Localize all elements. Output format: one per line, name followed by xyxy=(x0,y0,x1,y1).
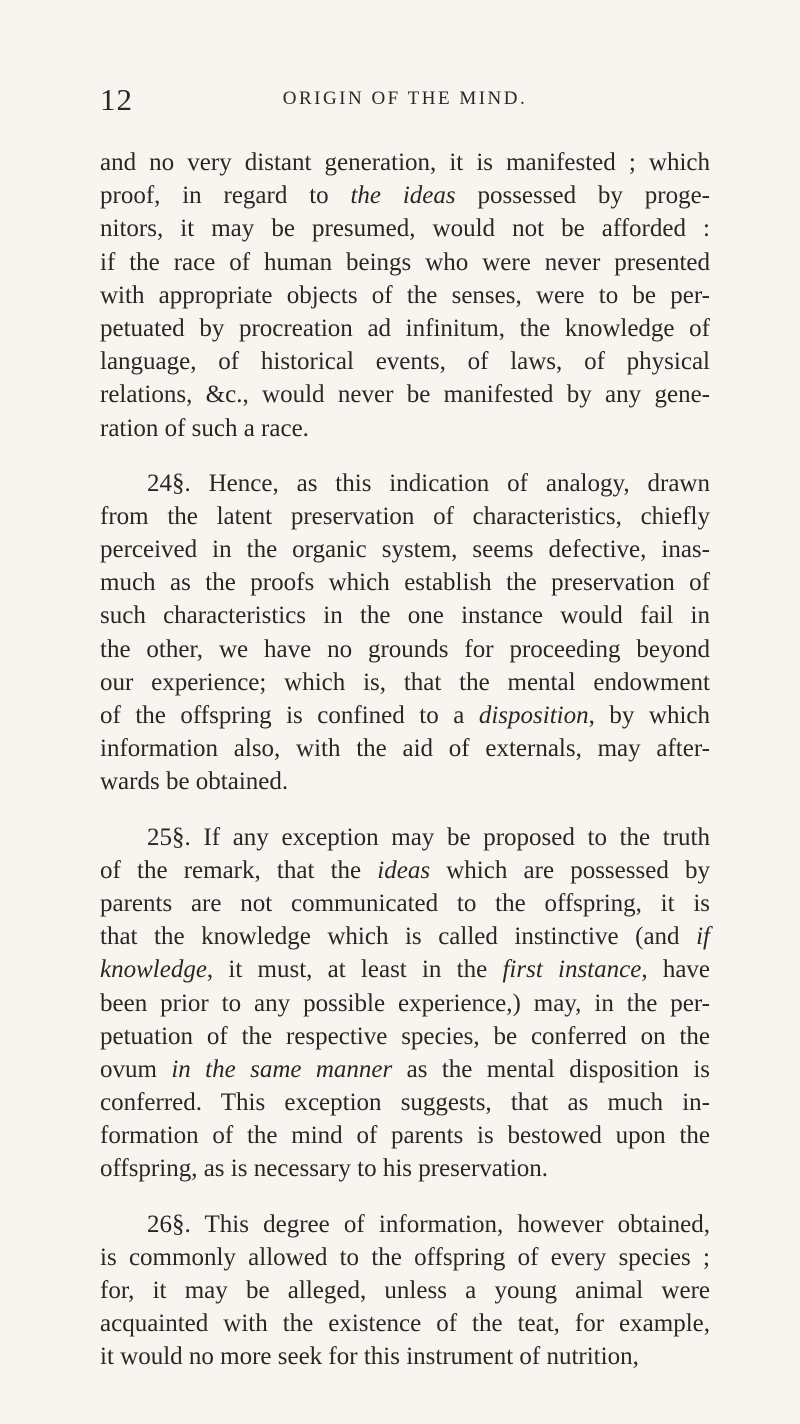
paragraph xyxy=(100,146,710,445)
text-segment: is commonly allowed to the offspring of every species ; xyxy=(100,1243,710,1271)
body-text xyxy=(100,146,710,1374)
text-line xyxy=(100,467,710,500)
page-header xyxy=(100,82,710,122)
text-segment: if the race of human beings who were never presented xyxy=(100,248,710,276)
text-segment: offspring, as is necessary to his preservation. xyxy=(100,1155,549,1183)
italic-text: ideas xyxy=(377,856,431,884)
text-segment: petuation of the respective species, be conferred on the xyxy=(100,1022,710,1050)
text-line xyxy=(100,345,710,378)
italic-text: in the same manner xyxy=(171,1055,393,1083)
text-line xyxy=(100,279,710,312)
text-line xyxy=(100,1241,710,1274)
paragraph xyxy=(100,467,710,799)
text-segment: acquainted with the existence of the teat, for example, xyxy=(100,1310,710,1338)
paragraph-gap xyxy=(100,1186,710,1208)
text-line xyxy=(100,146,710,179)
text-line xyxy=(100,1053,710,1086)
text-line xyxy=(100,212,710,245)
running-head: ORIGIN OF THE MIND. xyxy=(282,88,528,109)
text-line xyxy=(100,821,710,854)
paragraph xyxy=(100,1208,710,1374)
text-segment: it would no more seek for this instrument of nutrition, xyxy=(100,1343,639,1371)
text-segment: conferred. This exception suggests, that as much in- xyxy=(100,1089,710,1117)
text-segment: that the knowledge which is called instinctive (and xyxy=(100,923,697,951)
italic-text: knowledge xyxy=(100,956,207,984)
paragraph xyxy=(100,821,710,1186)
text-line xyxy=(100,987,710,1020)
text-line xyxy=(100,533,710,566)
text-segment: information also, with the aid of externals, may after- xyxy=(100,735,710,763)
text-line xyxy=(100,1086,710,1119)
text-line xyxy=(100,732,710,765)
text-segment: formation of the mind of parents is bestowed upon the xyxy=(100,1122,710,1150)
page-number: 12 xyxy=(100,82,133,117)
text-line xyxy=(100,1307,710,1340)
text-segment: proof, in regard to xyxy=(100,182,351,210)
italic-text: the ideas xyxy=(350,182,456,210)
text-segment: perceived in the organic system, seems defective, inas- xyxy=(100,536,710,564)
text-segment: wards be obtained. xyxy=(100,768,289,796)
text-line xyxy=(100,953,710,986)
italic-text: disposition xyxy=(478,702,589,729)
italic-text: if xyxy=(696,923,710,951)
text-line xyxy=(100,1340,710,1373)
text-line xyxy=(100,412,710,445)
text-line xyxy=(100,854,710,887)
text-line xyxy=(100,378,710,411)
text-segment: language, of historical events, of laws, of physical xyxy=(100,348,710,376)
text-segment: , by which xyxy=(588,702,710,729)
text-line xyxy=(100,312,710,345)
text-segment: from the latent preservation of characteristics, chiefly xyxy=(100,502,710,530)
text-segment: much as the proofs which establish the preservation of xyxy=(100,569,710,597)
text-segment: of the remark, that the xyxy=(100,856,378,884)
text-segment: for, it may be alleged, unless a young animal were xyxy=(100,1277,710,1304)
text-segment: been prior to any possible experience,) may, in the per- xyxy=(100,989,710,1017)
text-segment: our experience; which is, that the mental endowment xyxy=(100,668,710,696)
text-segment: such characteristics in the one instance would fail in xyxy=(100,602,710,630)
text-line xyxy=(100,599,710,632)
text-segment: nitors, it may be presumed, would not be afforded : xyxy=(100,215,710,243)
text-line xyxy=(100,1152,710,1185)
text-line xyxy=(100,666,710,699)
text-line xyxy=(100,179,710,212)
text-segment: which are possessed by xyxy=(430,856,710,884)
text-segment: of the offspring is confined to a xyxy=(100,702,479,729)
text-segment: 26§. This degree of information, however obtained, xyxy=(147,1210,710,1238)
text-segment: and no very distant generation, it is manifested ; which xyxy=(100,149,710,176)
text-segment: petuated by procreation ad infinitum, the knowledge of xyxy=(100,314,710,342)
text-segment: 24§. Hence, as this indication of analogy, drawn xyxy=(147,469,710,497)
text-line xyxy=(100,566,710,599)
text-segment: , it must, at least in the xyxy=(206,956,503,984)
text-line xyxy=(100,1020,710,1053)
text-segment: ovum xyxy=(100,1055,172,1083)
text-segment: ration of such a race. xyxy=(100,414,309,442)
text-line xyxy=(100,500,710,533)
text-line xyxy=(100,765,710,798)
text-line xyxy=(100,887,710,920)
text-segment: possessed by proge- xyxy=(455,182,710,210)
text-line xyxy=(100,1208,710,1241)
italic-text: first instance xyxy=(502,956,642,984)
text-segment: the other, we have no grounds for proceeding beyond xyxy=(100,635,710,663)
text-line xyxy=(100,633,710,666)
text-line xyxy=(100,1274,710,1307)
text-segment: 25§. If any exception may be proposed to the truth xyxy=(147,823,710,851)
text-line xyxy=(100,1119,710,1152)
text-segment: as the mental disposition is xyxy=(392,1055,710,1083)
text-segment: relations, &c., would never be manifested by any gene- xyxy=(100,381,710,409)
text-line xyxy=(100,920,710,953)
text-segment: parents are not communicated to the offspring, it is xyxy=(100,889,710,917)
text-segment: with appropriate objects of the senses, were to be per- xyxy=(100,281,710,309)
paragraph-gap xyxy=(100,445,710,467)
text-line xyxy=(100,246,710,279)
text-segment: , have xyxy=(641,956,711,984)
text-line xyxy=(100,699,710,732)
paragraph-gap xyxy=(100,799,710,821)
